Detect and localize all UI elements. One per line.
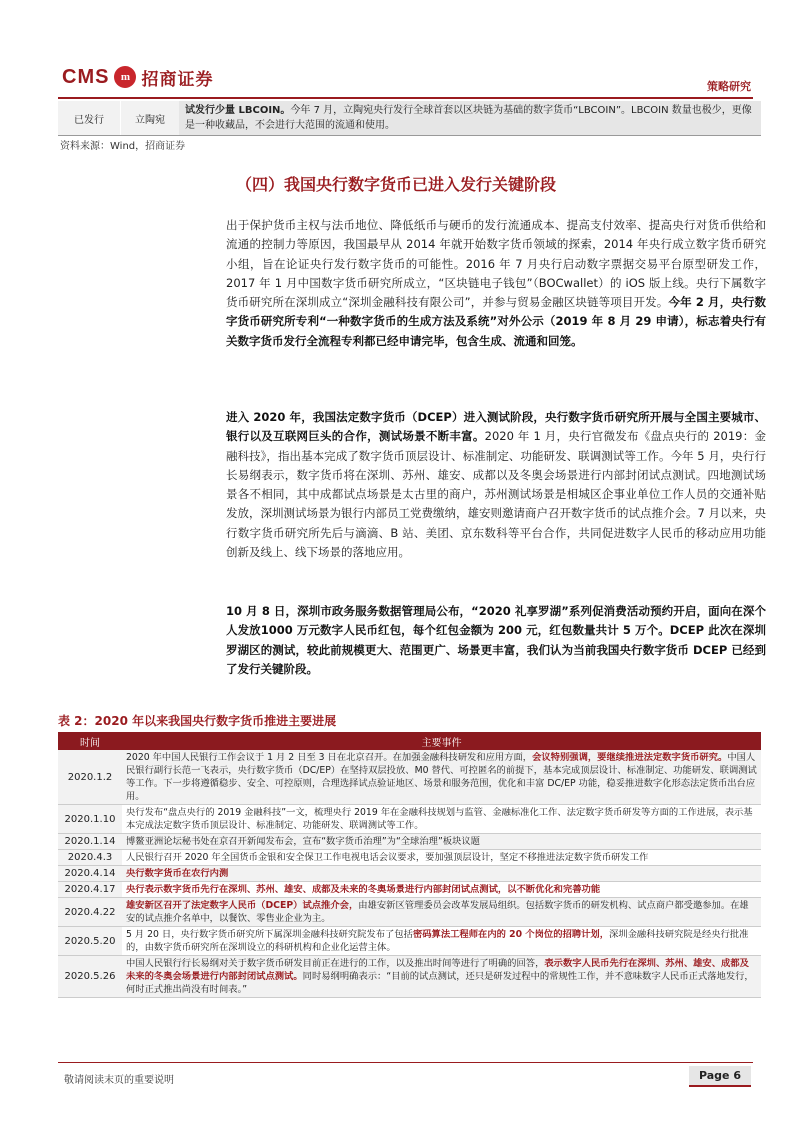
row-date: 2020.1.14 — [58, 834, 122, 850]
paragraph-1 — [226, 216, 766, 351]
row-date: 2020.1.2 — [58, 750, 122, 805]
continued-table-row — [58, 101, 761, 136]
row-date: 2020.4.14 — [58, 866, 122, 882]
status-cell: 已发行 — [58, 101, 120, 135]
event-text: 中国人民银行行长易纲对关于数字货币研发目前正在进行的工作，以及推出时间等进行了明确的回答， — [126, 958, 545, 969]
event-text: 同时易纲明确表示：“目前的试点测试，还只是研发过程中的常规性工作，并不意味数字人民币正式落地发行，何时正式推出尚没有时间表。” — [126, 971, 754, 995]
country-cell: 立陶宛 — [120, 101, 179, 135]
table-row — [58, 850, 761, 866]
footer-divider — [58, 1062, 753, 1063]
table-row — [58, 882, 761, 898]
events-table — [58, 732, 761, 998]
paragraph-3 — [226, 602, 766, 679]
table-row — [58, 927, 761, 956]
page-number: Page 6 — [689, 1066, 751, 1087]
source-note: 资料来源：Wind，招商证券 — [60, 141, 186, 152]
row-date: 2020.1.10 — [58, 805, 122, 834]
event-highlight: 雄安新区召开了法定数字人民币（DCEP）试点推介会， — [126, 900, 359, 911]
event-text: 央行发布“盘点央行的 2019 金融科技”一文，梳理央行 2019 年在金融科技规划与监管、金融标准化工作、法定数字货币研发等方面的工作进展，表示基本完成法定数字货币顶层设计、标准制定、功能研发、联调测试等工作。 — [126, 807, 753, 831]
event-text: 人民银行召开 2020 年全国货币金银和安全保卫工作电视电话会议要求，要加强顶层设计，坚定不移推进法定数字货币研发工作 — [126, 852, 649, 863]
table-header — [58, 732, 761, 750]
col-time: 时间 — [58, 732, 122, 750]
event-text: 2020 年中国人民银行工作会议于 1 月 2 日至 3 日在北京召开。在加强金融科技研发和应用方面， — [126, 752, 533, 763]
event-highlight: 央行数字货币在农行内测 — [126, 868, 229, 879]
table-row — [58, 866, 761, 882]
row-event — [122, 882, 761, 898]
event-text: 博鳌亚洲论坛秘书处在京召开新闻发布会，宣布“数字货币治理”为“全球治理”板块议题 — [126, 836, 480, 847]
event-text: 5 月 20 日，央行数字货币研究所下属深圳金融科技研究院发布了包括 — [126, 929, 413, 940]
event-text: 中国人民银行副行长范一飞表示，央行数字货币（DC/EP）在坚持双层投放、M0 替代、可控匿名的前提下，基本完成顶层设计、标准制定、功能研发、联调测试等工作。下一步将遵循稳步、安全、可控原则，合理选择试点验证地区、场景和服务范围，优化和丰富 DC/EP 功能，稳妥推进数字化形态法定货币出台应用。 — [126, 752, 757, 802]
row-event — [122, 866, 761, 882]
row-event — [122, 927, 761, 956]
row-event — [122, 750, 761, 805]
row-event — [122, 956, 761, 998]
report-type: 策略研究 — [707, 80, 751, 93]
footer-note: 敬请阅读末页的重要说明 — [64, 1075, 174, 1086]
paragraph-1-text: 出于保护货币主权与法币地位、降低纸币与硬币的发行流通成本、提高支付效率、提高央行对货币供给和流通的控制力等原因，我国最早从 2014 年就开始数字货币领域的探索，2014 年央行成立数字货币研究小组，旨在论证央行发行数字货币的可能性。2016 年 7 月央行启动数字票据交易平台原型研发工作，2017 年 1 月中国数字货币研究所成立，“区块链电子钱包”（BOCwallet）的 iOS 版上线。央行下属数字货币研究所在深圳成立“深圳金融科技有限公司”，并参与贸易金融区块链等项目开发。 — [226, 218, 766, 310]
row-date: 2020.5.26 — [58, 956, 122, 998]
logo-text: CMS — [62, 65, 110, 88]
description-cell — [179, 101, 761, 135]
company-logo — [62, 62, 213, 92]
table-row — [58, 805, 761, 834]
paragraph-3-bold: 10 月 8 日，深圳市政务服务数据管理局公布，“2020 礼享罗湖”系列促消费活动预约开启，面向在深个人发放1000 万元数字人民币红包，每个红包金额为 200 元，红包数量共计 5 万个。DCEP 此次在深圳罗湖区的测试，较此前规模更大、范围更广、场景更丰富，我们认为当前我国央行数字货币 DCEP 已经到了发行关键阶段。 — [226, 604, 766, 676]
description-text: 今年 7 月，立陶宛央行发行全球首套以区块链为基础的数字货币“LBCOIN”。LBCOIN 数量也极少，更像是一种收藏品，不会进行大范围的流通和使用。 — [185, 105, 752, 131]
paragraph-1-bold: 今年 2 月，央行数字货币研究所专利“一种数字货币的生成方法及系统”对外公示（2019 年 8 月 29 申请），标志着央行有关数字货币发行全流程专利都已经申请完毕，包含生成、流通和回笼。 — [226, 295, 766, 348]
event-highlight: 表示数字人民币先行在深圳、苏州、雄安、成都及未来的冬奥会场景进行内部封闭试点测试。 — [126, 958, 749, 982]
row-event — [122, 850, 761, 866]
paragraph-2-bold: 进入 2020 年，我国法定数字货币（DCEP）进入测试阶段，央行数字货币研究所开展与全国主要城市、银行以及互联网巨头的合作，测试场景不断丰富。 — [226, 410, 766, 444]
event-highlight: 会议特别强调，要继续推进法定数字货币研究。 — [532, 752, 728, 763]
row-date: 2020.4.22 — [58, 898, 122, 927]
row-event — [122, 834, 761, 850]
table-row — [58, 834, 761, 850]
row-date: 2020.5.20 — [58, 927, 122, 956]
row-date: 2020.4.3 — [58, 850, 122, 866]
event-text: 由雄安新区管理委员会改革发展局组织。包括数字货币的研发机构、试点商户都受邀参加。在雄安的试点推介名单中，以餐饮、零售业企业为主。 — [126, 900, 749, 924]
event-highlight: 央行表示数字货币先行在深圳、苏州、雄安、成都及未来的冬奥场景进行内部封闭试点测试，以不断优化和完善功能 — [126, 884, 601, 895]
row-event — [122, 805, 761, 834]
row-event — [122, 898, 761, 927]
table-row — [58, 956, 761, 998]
paragraph-2 — [226, 408, 766, 562]
header-divider — [58, 97, 753, 99]
table-title: 表 2：2020 年以来我国央行数字货币推进主要进展 — [58, 714, 337, 728]
event-highlight: 密码算法工程师在内的 20 个岗位的招聘计划， — [412, 929, 609, 940]
table-row — [58, 898, 761, 927]
logo-mark-icon: m — [114, 66, 136, 88]
section-title: （四）我国央行数字货币已进入发行关键阶段 — [236, 175, 557, 194]
event-text: 深圳金融科技研究院是经央行批准的，由数字货币研究所在深圳设立的科研机构和企业化运营主体。 — [126, 929, 749, 953]
table-row — [58, 750, 761, 805]
paragraph-2-text: 2020 年 1 月，央行官微发布《盘点央行的 2019：金融科技》，指出基本完成了数字货币顶层设计、标准制定、功能研发、联调测试等工作。今年 5 月，央行行长易纲表示，数字货币将在深圳、苏州、雄安、成都以及冬奥会场景进行内部封闭试点测试。四地测试场景各不相同，其中成都试点场景是太古里的商户，苏州测试场景是相城区企事业单位工作人员的交通补贴发放，深圳测试场景为银行内部员工党费缴纳，雄安则邀请商户召开数字货币的试点推介会。7 月以来，央行数字货币研究所先后与滴滴、B 站、美团、京东数科等平台合作，共同促进数字人民币的移动应用功能创新及线上、线下场景的落地应用。 — [226, 429, 766, 560]
description-bold: 试发行少量 LBCOIN。 — [185, 105, 291, 116]
row-date: 2020.4.17 — [58, 882, 122, 898]
logo-cn-text: 招商证券 — [141, 69, 214, 90]
col-event: 主要事件 — [122, 732, 761, 750]
